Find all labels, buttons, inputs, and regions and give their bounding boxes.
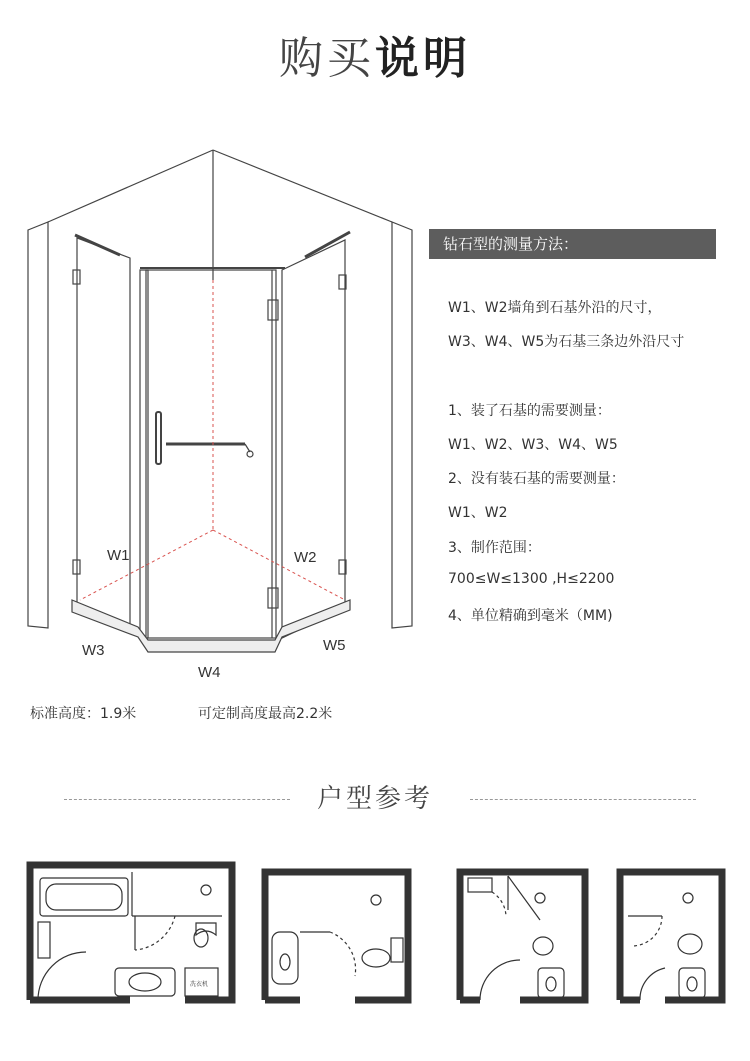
standard-height-note: 标准高度：1.9米 — [30, 706, 137, 722]
instruction-line: W1、W2墙角到石基外沿的尺寸， — [448, 300, 662, 316]
divider-right — [470, 799, 696, 800]
instruction-line: 3、制作范围： — [448, 540, 541, 556]
instruction-line: 700≤W≤1300 ,H≤2200 — [448, 571, 615, 587]
measurement-method-heading: 钻石型的测量方法： — [429, 229, 716, 259]
floor-plan-1 — [30, 865, 232, 1000]
label-w1: W1 — [107, 547, 130, 564]
instruction-line: 2、没有装石基的需要测量： — [448, 471, 625, 487]
shower-enclosure-diagram — [20, 140, 420, 700]
floor-plan-4 — [620, 870, 722, 1000]
instruction-line: W1、W2 — [448, 505, 508, 521]
label-w3: W3 — [82, 642, 105, 659]
floor-plan-heading: 户型参考 — [316, 784, 433, 814]
washing-machine-tag: 冼衣机 — [190, 982, 209, 988]
instruction-line: W3、W4、W5为石基三条边外沿尺寸 — [448, 334, 685, 350]
label-w4: W4 — [198, 664, 221, 681]
instruction-line: 4、单位精确到毫米（MM) — [448, 608, 613, 624]
instruction-line: W1、W2、W3、W4、W5 — [448, 437, 618, 453]
label-w5: W5 — [323, 637, 346, 654]
floor-plan-3 — [460, 870, 585, 1000]
instruction-line: 1、装了石基的需要测量： — [448, 403, 611, 419]
floor-plan-references — [0, 850, 750, 1061]
custom-height-note: 可定制高度最高2.2米 — [198, 706, 333, 722]
label-w2: W2 — [294, 549, 317, 566]
page-title: 购买说明 — [279, 33, 471, 84]
floor-plan-2 — [265, 870, 408, 1000]
